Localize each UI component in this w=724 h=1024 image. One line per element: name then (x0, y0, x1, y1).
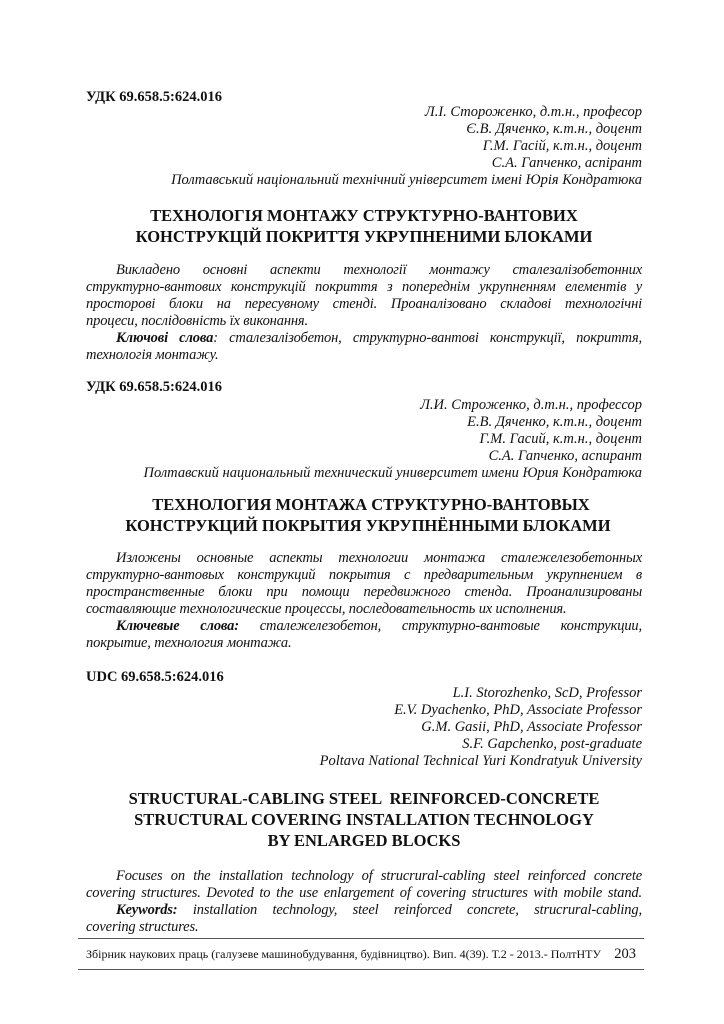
author: Е.В. Дяченко, к.т.н., доцент (467, 414, 642, 430)
udc-ru: УДК 69.658.5:624.016 (86, 379, 222, 395)
author: С.А. Гапченко, аспірант (491, 155, 642, 171)
author: L.I. Storozhenko, ScD, Professor (452, 685, 642, 701)
keywords-text: : сталезалізобетон, структурно-вантові конструкції, покриття, (213, 330, 643, 346)
keywords (86, 902, 642, 919)
abstract-line: Изложены основные аспекты технологии монтажа сталежелезобетонных (116, 550, 642, 566)
abstract-block (86, 868, 642, 936)
affiliation: Полтавский национальный технический университет имени Юрия Кондратюка (143, 465, 642, 481)
author: С.А. Гапченко, аспирант (488, 448, 642, 464)
title-line: ТЕХНОЛОГИЯ МОНТАЖА СТРУКТУРНО-ВАНТОВЫХ (152, 495, 590, 514)
footer-journal: Збірник наукових праць (галузеве машинобудування, будівництво). Вип. 4(39). Т.2 - 2013.- ПолтНТУ (86, 947, 601, 961)
author: E.V. Dyachenko, PhD, Associate Professor (394, 702, 642, 718)
abstract-line: covering structures. Devoted to the use enlargement of covering structures with mobile stand. (86, 885, 642, 901)
abstract-line: структурно-вантовых конструкций покрытия с предварительным укрупнением в (86, 567, 642, 583)
page-number: 203 (614, 946, 636, 962)
abstract-line: просторові блоки на пересувному стенді. Проаналізовано складові технологічні (86, 296, 642, 312)
authors-block (86, 685, 642, 770)
section-en (86, 669, 642, 936)
abstract-line: пространственные блоки при помощи передвижного стенда. Проанализированы (86, 584, 642, 600)
author: G.M. Gasii, PhD, Associate Professor (421, 719, 642, 735)
authors-block (86, 104, 642, 189)
abstract-line: Focuses on the installation technology of strucrural-cabling steel reinforced concrete (116, 868, 642, 884)
author: Г.М. Гасий, к.т.н., доцент (479, 431, 642, 447)
section-ua (86, 89, 642, 364)
keywords-line: технологія монтажу. (86, 347, 219, 363)
abstract-line: процеси, послідовність їх виконання. (86, 313, 308, 329)
keywords-text: installation technology, steel reinforced concrete, strucrural-cabling, (177, 902, 642, 918)
title-line: STRUCTURAL-CABLING STEEL REINFORCED-CONCRETE (128, 789, 600, 808)
abstract-line: Викладено основні аспекти технології монтажу сталезалізобетонних (116, 262, 642, 278)
abstract-line: структурно-вантових конструкцій покриття з попереднім укрупненням елементів у (86, 279, 642, 295)
title-block (86, 788, 642, 851)
keywords-label: Ключові слова (116, 330, 214, 346)
title-line: ТЕХНОЛОГІЯ МОНТАЖУ СТРУКТУРНО-ВАНТОВИХ (150, 206, 578, 225)
affiliation: Poltava National Technical Yuri Kondratyuk University (319, 753, 642, 769)
abstract-line: составляющие технологические процессы, последовательность их исполнения. (86, 601, 567, 617)
keywords (86, 330, 642, 347)
footer-bottom-rule (78, 969, 644, 970)
author: Г.М. Гасій, к.т.н., доцент (482, 138, 642, 154)
author: Л.И. Строженко, д.т.н., профессор (420, 397, 642, 413)
document-page (86, 89, 642, 970)
author: Є.В. Дяченко, к.т.н., доцент (466, 121, 642, 137)
title-block (86, 205, 642, 247)
title-line: BY ENLARGED BLOCKS (267, 831, 461, 850)
title-line: КОНСТРУКЦИЙ ПОКРЫТИЯ УКРУПНЁННЫМИ БЛОКАМИ (125, 516, 611, 535)
keywords-line: покрытие, технология монтажа. (86, 635, 292, 651)
keywords-label: Ключевые слова: (116, 618, 239, 634)
udc-ua: УДК 69.658.5:624.016 (86, 89, 222, 105)
keywords-label: Keywords: (116, 902, 178, 918)
affiliation: Полтавський національний технічний університет імені Юрія Кондратюка (171, 172, 642, 188)
abstract-block (86, 262, 642, 364)
keywords-line: covering structures. (86, 919, 199, 935)
footer (78, 939, 644, 969)
authors-block (86, 397, 642, 482)
abstract-block (86, 550, 642, 652)
keywords-text: сталежелезобетон, структурно-вантовые конструкции, (238, 618, 643, 634)
section-ru (86, 379, 642, 652)
author: Л.І. Стороженко, д.т.н., професор (424, 104, 642, 120)
author: S.F. Gapchenko, post-graduate (462, 736, 642, 752)
title-line: STRUCTURAL COVERING INSTALLATION TECHNOLOGY (134, 810, 594, 829)
udc-en: UDC 69.658.5:624.016 (86, 669, 224, 685)
keywords (86, 618, 642, 635)
title-block (86, 494, 642, 536)
title-line: КОНСТРУКЦІЙ ПОКРИТТЯ УКРУПНЕНИМИ БЛОКАМИ (135, 227, 593, 246)
